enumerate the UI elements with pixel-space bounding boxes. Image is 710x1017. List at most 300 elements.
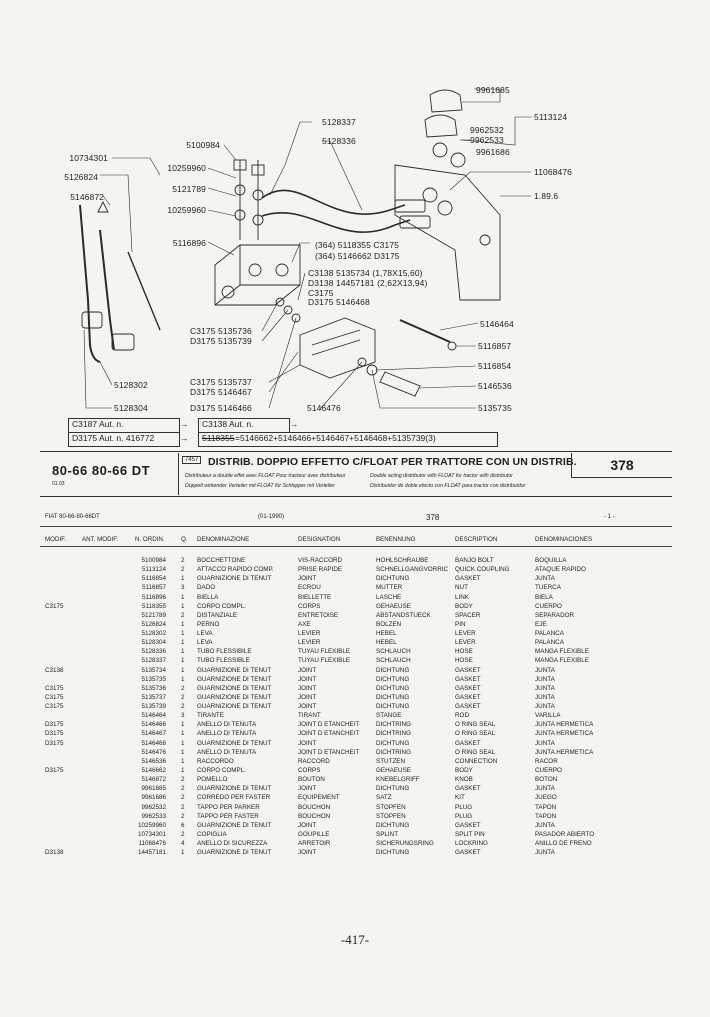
french-name-cell: JOINT (298, 821, 317, 829)
table-row (0, 603, 710, 612)
part-number-cell: 9961686 (141, 794, 166, 802)
qty-cell: 6 (181, 821, 185, 829)
german-name-cell: DICHTRING (376, 721, 411, 729)
spanish-name-cell: JUNTA (535, 739, 555, 747)
col-header-denominazione: DENOMINAZIONE (197, 536, 250, 543)
table-row (0, 584, 710, 593)
callout-label: 5128337 (322, 117, 356, 127)
italian-name-cell: GUARNIZIONE DI TENUT (197, 575, 272, 583)
german-name-cell: SCHLAUCH (376, 657, 411, 665)
english-name-cell: GASKET (455, 693, 481, 701)
german-name-cell: DICHTUNG (376, 821, 410, 829)
part-number-cell: 5135735 (141, 675, 166, 683)
qty-cell: 1 (181, 730, 185, 738)
part-number-cell: 5146536 (141, 757, 166, 765)
german-name-cell: SCHLAUCH (376, 648, 411, 656)
french-name-cell: JOINT (298, 675, 317, 683)
part-number-cell: 14457181 (137, 849, 166, 857)
spanish-name-cell: JUNTA (535, 849, 555, 857)
table-row (0, 639, 710, 648)
callout-label: 5128302 (114, 380, 148, 390)
spanish-name-cell: TUERCA (535, 584, 561, 592)
english-name-cell: NUT (455, 584, 468, 592)
spanish-name-cell: JUEGO (535, 794, 557, 802)
italian-name-cell: ANELLO DI TENUTA (197, 748, 257, 756)
qty-cell: 4 (181, 840, 185, 848)
serial-applicability-box (68, 418, 498, 446)
spanish-name-cell: JUNTA HERMETICA (535, 748, 594, 756)
english-name-cell: GASKET (455, 821, 481, 829)
german-name-cell: DICHTRING (376, 730, 411, 738)
callout-label: D3175 5146468 (308, 297, 370, 307)
superseded-part: 5118355 (202, 433, 235, 443)
part-number-cell: 9961685 (141, 785, 166, 793)
table-row (0, 676, 710, 685)
table-row (0, 594, 710, 603)
table-row (0, 703, 710, 712)
german-name-cell: SICHERUNGSRING (376, 840, 434, 848)
qty-cell: 2 (181, 611, 185, 619)
rule (40, 526, 672, 527)
english-name-cell: ROD (455, 712, 469, 720)
qty-cell: 1 (181, 575, 185, 583)
part-number-cell: 5146468 (141, 739, 166, 747)
italian-name-cell: GUARNIZIONE DI TENUT (197, 739, 272, 747)
english-name-cell: BODY (455, 602, 473, 610)
german-name-cell: STUTZEN (376, 757, 406, 765)
modif-cell: D3138 (45, 849, 64, 857)
german-name-cell: LASCHE (376, 593, 402, 601)
table-row (0, 712, 710, 721)
col-header-denominaciones: DENOMINACIONES (535, 536, 593, 543)
german-name-cell: ABSTANDSTUECK (376, 611, 431, 619)
part-number-cell: 5146476 (141, 748, 166, 756)
cap-9961685 (430, 90, 462, 112)
title-es: Distribuidor de doble efecto con FLOAT para tractor con distribuidor (370, 483, 526, 489)
english-name-cell: O RING SEAL (455, 721, 496, 729)
table-row (0, 630, 710, 639)
callout-label: 9962532 (470, 125, 504, 135)
french-name-cell: GOUPILLE (298, 830, 330, 838)
spanish-name-cell: EJE (535, 620, 547, 628)
col-header-n-ordin: N. ORDIN. (135, 536, 165, 543)
french-name-cell: TUYAU FLEXIBLE (298, 648, 351, 656)
french-name-cell: JOINT (298, 666, 317, 674)
col-header-designation: DESIGNATION (298, 536, 341, 543)
divider (178, 453, 179, 495)
french-name-cell: BIELLETTE (298, 593, 332, 601)
spanish-name-cell: TAPON (535, 812, 557, 820)
italian-name-cell: ATTACCO RAPIDO COMP. (197, 566, 274, 574)
spanish-name-cell: JUNTA (535, 693, 555, 701)
german-name-cell: HEBEL (376, 630, 397, 638)
french-name-cell: RACCORD (298, 757, 330, 765)
col-header-ant-modif: ANT. MODIF. (82, 536, 119, 543)
french-name-cell: JOINT (298, 785, 317, 793)
callout-label: 5116854 (478, 361, 512, 371)
qty-cell: 2 (181, 557, 185, 564)
table-row (0, 721, 710, 730)
qty-cell: 2 (181, 693, 185, 701)
french-name-cell: LEVIER (298, 630, 321, 638)
spanish-name-cell: PALANCA (535, 630, 564, 638)
callout-label: D3175 5146466 (190, 403, 252, 413)
table-row (0, 566, 710, 575)
german-name-cell: DICHTUNG (376, 849, 410, 857)
qty-cell: 1 (181, 648, 185, 656)
callout-label: 5146536 (478, 381, 512, 391)
col-header-q: Q. (181, 536, 188, 543)
group-tag: 7457 (182, 456, 201, 464)
col-header-description: DESCRIPTION (455, 536, 498, 543)
german-name-cell: DICHTRING (376, 748, 411, 756)
qty-cell: 1 (181, 757, 185, 765)
part-number-cell: 5146662 (141, 766, 166, 774)
part-number-cell: 10734301 (137, 830, 166, 838)
italian-name-cell: TAPPO PER PARKER (197, 803, 260, 811)
part-number-cell: 5128302 (141, 630, 166, 638)
spanish-name-cell: JUNTA (535, 575, 555, 583)
callout-label: 10734301 (69, 153, 108, 163)
italian-name-cell: CORPO COMPL. (197, 602, 246, 610)
english-name-cell: GASKET (455, 849, 481, 857)
callout-label: 5113124 (534, 112, 568, 122)
table-row (0, 648, 710, 657)
italian-name-cell: ANELLO DI SICUREZZA (197, 840, 268, 848)
model-name: 80-66 80-66 DT (52, 463, 151, 478)
col-header-benennung: BENENNUNG (376, 536, 416, 543)
callout-label: 5128304 (114, 403, 148, 413)
title-de: Doppelt wirkender Verteiler mit FLOAT für Schlepper mit Verteiler (185, 483, 335, 489)
col-header-modif: MODIF. (45, 536, 66, 543)
callout-label: D3175 5146467 (190, 387, 252, 397)
german-name-cell: STOPFEN (376, 803, 406, 811)
german-name-cell: HOHLSCHRAUBE (376, 557, 429, 564)
list-page: 378 (426, 513, 440, 522)
german-name-cell: SATZ (376, 794, 392, 802)
list-date: (01-1990) (258, 514, 285, 520)
callout-label: 5116857 (478, 341, 512, 351)
french-name-cell: JOINT D ETANCHEIT (298, 748, 360, 756)
english-name-cell: PLUG (455, 812, 473, 820)
english-name-cell: O RING SEAL (455, 748, 496, 756)
lever-5128302 (80, 205, 100, 362)
italian-name-cell: TUBO FLESSIBLE (197, 657, 250, 665)
english-name-cell: PIN (455, 620, 466, 628)
callout-label: C3175 5135737 (190, 377, 252, 387)
french-name-cell: ENTRETOISE (298, 611, 339, 619)
modif-cell: C3175 (45, 693, 64, 701)
title-top-rule (40, 451, 672, 452)
german-name-cell: DICHTUNG (376, 785, 410, 793)
english-name-cell: GASKET (455, 684, 481, 692)
part-number-cell: 5118355 (141, 602, 166, 610)
english-name-cell: GASKET (455, 785, 481, 793)
french-name-cell: EQUIPEMENT (298, 794, 340, 802)
qty-cell: 3 (181, 712, 185, 720)
english-name-cell: KIT (455, 794, 465, 802)
french-name-cell: AXE (298, 620, 311, 628)
part-number-cell: 5146467 (141, 730, 166, 738)
english-name-cell: HOSE (455, 657, 473, 665)
callout-label: 5121789 (172, 184, 206, 194)
rule (40, 546, 672, 547)
french-name-cell: VIS-RACCORD (298, 557, 343, 564)
modif-cell: D3175 (45, 730, 64, 738)
qty-cell: 2 (181, 684, 185, 692)
page-footer: -417- (340, 932, 370, 947)
french-name-cell: JOINT (298, 693, 317, 701)
italian-name-cell: LEVA (197, 630, 213, 638)
german-name-cell: DICHTUNG (376, 739, 410, 747)
qty-cell: 2 (181, 830, 185, 838)
spanish-name-cell: JUNTA (535, 703, 555, 711)
german-name-cell: GEHAEUSE (376, 602, 411, 610)
spanish-name-cell: ATAQUE RAPIDO (535, 566, 586, 574)
german-name-cell: MUTTER (376, 584, 403, 592)
callout-label: 5116896 (172, 238, 206, 248)
part-number-cell: 5113124 (141, 566, 166, 574)
arrow-icon: → (180, 433, 189, 443)
table-row (0, 776, 710, 785)
italian-name-cell: GUARNIZIONE DI TENUT (197, 785, 272, 793)
qty-cell: 1 (181, 675, 185, 683)
title-en: Double acting distributor with FLOAT for tractor with distributor (370, 473, 513, 479)
italian-name-cell: DISTANZIALE (197, 611, 238, 619)
callout-label: 5146872 (70, 192, 104, 202)
qty-cell: 1 (181, 602, 185, 610)
callout-label: C3175 5135736 (190, 326, 252, 336)
spanish-name-cell: BOQUILLA (535, 557, 567, 564)
callout-label: D3175 5135739 (190, 336, 252, 346)
callout-label: (364) 5118355 C3175 (315, 240, 399, 250)
spanish-name-cell: PASADOR ABIERTO (535, 830, 595, 838)
bolt-stack (240, 160, 258, 240)
english-name-cell: QUICK COUPLING (455, 566, 510, 574)
italian-name-cell: GUARNIZIONE DI TENUT (197, 684, 272, 692)
part-number-cell: 10259960 (137, 821, 166, 829)
italian-name-cell: GUARNIZIONE DI TENUT (197, 703, 272, 711)
french-name-cell: JOINT (298, 739, 317, 747)
italian-name-cell: TUBO FLESSIBILE (197, 648, 252, 656)
callout-label: C3138 5135734 (1,78X15,60) (308, 268, 423, 278)
english-name-cell: SPACER (455, 611, 481, 619)
table-row (0, 831, 710, 840)
spanish-name-cell: JUNTA (535, 785, 555, 793)
german-name-cell: DICHTUNG (376, 693, 410, 701)
pin-5126824 (128, 252, 160, 330)
table-row (0, 840, 710, 849)
part-number-cell: 5135737 (141, 693, 166, 701)
english-name-cell: BODY (455, 766, 473, 774)
arrow-icon: → (180, 419, 189, 429)
qty-cell: 1 (181, 593, 185, 601)
english-name-cell: PLUG (455, 803, 473, 811)
french-name-cell: TIRANT (298, 712, 321, 720)
english-name-cell: GASKET (455, 666, 481, 674)
modif-cell: C3138 (45, 666, 64, 674)
knob-5146872 (98, 202, 108, 212)
table-row (0, 730, 710, 739)
spanish-name-cell: BIELA (535, 593, 553, 601)
page-number-box: 378 (571, 453, 672, 478)
hose-5128337 (262, 190, 405, 214)
fitting-5146536 (380, 372, 420, 396)
italian-name-cell: GUARNIZIONE DI TENUT (197, 675, 272, 683)
lever-bracket-2 (112, 334, 134, 350)
qty-cell: 2 (181, 812, 185, 820)
qty-cell: 3 (181, 584, 185, 592)
exploded-diagram (0, 0, 710, 450)
italian-name-cell: PERNO (197, 620, 220, 628)
spanish-name-cell: JUNTA HERMETICA (535, 730, 594, 738)
qty-cell: 1 (181, 766, 185, 774)
part-number-cell: 5126824 (141, 620, 166, 628)
german-name-cell: DICHTUNG (376, 666, 410, 674)
italian-name-cell: POMELLO (197, 776, 228, 784)
french-name-cell: BOUCHON (298, 803, 331, 811)
replacement-parts: =5146662+5146466+5146467+5146468+5135739(3) (235, 433, 436, 443)
italian-name-cell: BIELLA (197, 593, 219, 601)
callout-label: 5146476 (307, 403, 341, 413)
italian-name-cell: BOCCHETTONE (197, 557, 246, 564)
german-name-cell: KNEBELGRIFF (376, 776, 420, 784)
german-name-cell: STANGE (376, 712, 402, 720)
english-name-cell: LOCKRING (455, 840, 488, 848)
italian-name-cell: LEVA (197, 639, 213, 647)
english-name-cell: GASKET (455, 703, 481, 711)
french-name-cell: CORPS (298, 602, 321, 610)
serial-d3175: D3175 Aut. n. 416772 (72, 433, 155, 443)
hose-5128336 (262, 213, 410, 232)
spanish-name-cell: RACOR (535, 757, 558, 765)
italian-name-cell: COPIGLIA (197, 830, 227, 838)
table-row (0, 575, 710, 584)
qty-cell: 2 (181, 803, 185, 811)
callout-label: 10259960 (167, 205, 206, 215)
qty-cell: 2 (181, 703, 185, 711)
callout-label: 11068476 (534, 167, 572, 177)
italian-name-cell: TAPPO PER FASTER (197, 812, 259, 820)
french-name-cell: JOINT (298, 575, 317, 583)
qty-cell: 1 (181, 630, 185, 638)
spanish-name-cell: SEPARADOR (535, 611, 575, 619)
italian-name-cell: GUARNIZIONE DI TENUT (197, 693, 272, 701)
part-number-cell: 5146466 (141, 721, 166, 729)
callout-label: 5128336 (322, 136, 356, 146)
english-name-cell: HOSE (455, 648, 473, 656)
french-name-cell: CORPS (298, 766, 321, 774)
qty-cell: 2 (181, 776, 185, 784)
spanish-name-cell: MANGA FLEXIBLE (535, 657, 589, 665)
rod-5146464 (400, 320, 450, 342)
table-row (0, 685, 710, 694)
part-number-cell: 5135736 (141, 684, 166, 692)
english-name-cell: LINK (455, 593, 469, 601)
qty-cell: 2 (181, 794, 185, 802)
spanish-name-cell: JUNTA HERMETICA (535, 721, 594, 729)
french-name-cell: JOINT (298, 849, 317, 857)
german-name-cell: STOPFEN (376, 812, 406, 820)
list-model: FIAT 80-66-80-66DT (45, 514, 100, 520)
part-number-cell: 5146464 (141, 712, 166, 720)
table-row (0, 849, 710, 858)
spanish-name-cell: PALANCA (535, 639, 564, 647)
spanish-name-cell: JUNTA (535, 666, 555, 674)
callout-label: 5135735 (478, 403, 512, 413)
table-row (0, 794, 710, 803)
qty-cell: 1 (181, 721, 185, 729)
qty-cell: 1 (181, 748, 185, 756)
french-name-cell: PRISE RAPIDE (298, 566, 343, 574)
part-number-cell: 9962533 (141, 812, 166, 820)
part-number-cell: 5116896 (141, 593, 166, 601)
list-sheet: - 1 - (604, 514, 615, 520)
italian-name-cell: ANELLO DI TENUTA (197, 730, 257, 738)
french-name-cell: LEVIER (298, 639, 321, 647)
table-row (0, 749, 710, 758)
title-fr: Distributeur a double effet avec FLOAT Pour tracteur avec distributeur (185, 473, 346, 479)
italian-name-cell: GUARNIZIONE DI TENUT (197, 849, 272, 857)
part-number-cell: 5128336 (141, 648, 166, 656)
part-number-cell: 5116854 (141, 575, 166, 583)
italian-name-cell: CORREDO PER FASTER (197, 794, 271, 802)
table-row (0, 621, 710, 630)
table-row (0, 657, 710, 666)
part-number-cell: 5135734 (141, 666, 166, 674)
callout-label: 5100984 (186, 140, 220, 150)
part-number-cell: 5121789 (141, 611, 166, 619)
part-number-cell: 5128337 (141, 657, 166, 665)
callout-label: 9962533 (470, 135, 504, 145)
cap-9962532 (425, 115, 457, 137)
callout-label: 9961685 (476, 85, 510, 95)
qty-cell: 1 (181, 620, 185, 628)
callout-label: C3175 (308, 288, 334, 298)
arrow-icon: → (290, 419, 299, 429)
part-number-cell: 5100984 (141, 557, 166, 564)
table-row (0, 612, 710, 621)
table-row (0, 740, 710, 749)
french-name-cell: JOINT D ETANCHEIT (298, 730, 360, 738)
part-number-cell: 9962532 (141, 803, 166, 811)
german-name-cell: DICHTUNG (376, 675, 410, 683)
italian-name-cell: CORPO COMPL. (197, 766, 246, 774)
spanish-name-cell: MANGA FLEXIBLE (535, 648, 589, 656)
callout-label: 1.89.6 (534, 191, 559, 201)
italian-name-cell: RACCORDO (197, 757, 234, 765)
italian-name-cell: TIRANTE (197, 712, 224, 720)
qty-cell: 2 (181, 785, 185, 793)
callout-label: 10259960 (167, 163, 206, 173)
table-row (0, 667, 710, 676)
serial-c3138: C3138 Aut. n. (202, 419, 254, 429)
callout-label: 5126824 (64, 172, 98, 182)
german-name-cell: DICHTUNG (376, 684, 410, 692)
spanish-name-cell: ANILLO DE FRENO (535, 840, 592, 848)
english-name-cell: O RING SEAL (455, 730, 496, 738)
spanish-name-cell: JUNTA (535, 675, 555, 683)
title-block (40, 453, 672, 495)
italian-name-cell: GUARNIZIONE DI TENUT (197, 821, 272, 829)
english-name-cell: BANJO BOLT (455, 557, 494, 564)
table-row (0, 767, 710, 776)
modif-cell: C3175 (45, 602, 64, 610)
title-bottom-rule (40, 496, 672, 497)
english-name-cell: LEVER (455, 630, 476, 638)
qty-cell: 1 (181, 639, 185, 647)
french-name-cell: JOINT D ETANCHEIT (298, 721, 360, 729)
